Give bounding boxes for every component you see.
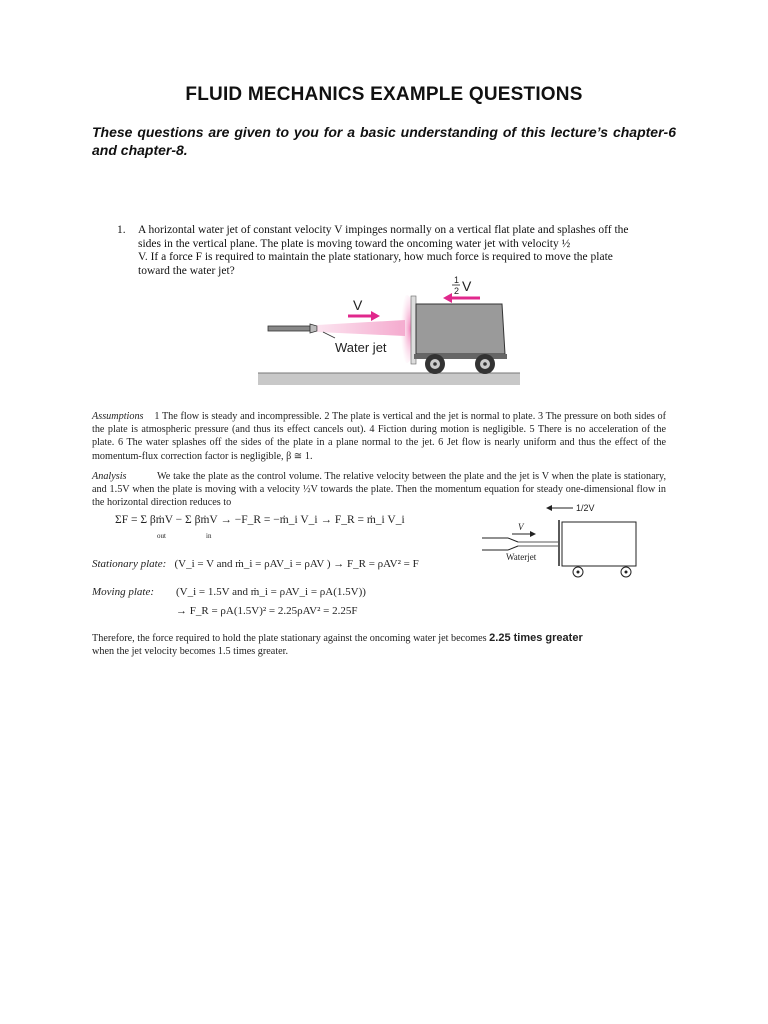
stationary-plate-label: Stationary plate: [92, 558, 167, 570]
schematic-nozzle-taper-bottom [508, 546, 518, 550]
water-jet-label: Water jet [335, 340, 387, 355]
moving-plate-equation-1: (V_i = 1.5V and ṁ_i = ρAV_i = ρA(1.5V)) [176, 586, 366, 598]
ground-strip [258, 373, 520, 385]
schematic-cart-body [562, 522, 636, 566]
cart-body [416, 304, 505, 354]
moving-plate-row [92, 586, 366, 598]
stationary-plate-row [92, 558, 419, 570]
stationary-plate-equation: (V_i = V and ṁ_i = ρAV_i = ρAV ) → F_R = ρAV² = F [174, 558, 419, 570]
water-jet-figure [255, 274, 525, 388]
moving-plate-equation-2: → F_R = ρA(1.5V)² = 2.25ρAV² = 2.25F [176, 605, 358, 617]
question-line-2: sides in the vertical plane. The plate is moving toward the oncoming water jet with velocity ½ [138, 237, 571, 250]
assumptions-paragraph [92, 410, 666, 463]
plate-velocity-frac-num: 1 [454, 275, 460, 285]
question-number: 1. [117, 224, 126, 236]
question-line-4: toward the water jet? [138, 264, 235, 277]
question-text [138, 224, 670, 278]
nozzle-pipe [268, 326, 310, 331]
schematic-jet-label: V [518, 522, 524, 532]
schematic-jet-arrow-head [530, 531, 536, 537]
nozzle-tip [310, 324, 317, 333]
plate-velocity-letter: V [462, 278, 472, 294]
plate-velocity-frac-den: 2 [454, 286, 460, 296]
assumptions-heading: Assumptions [92, 411, 144, 422]
jet-velocity-arrow-head [371, 311, 380, 321]
cart-wheel-right [475, 354, 495, 374]
momentum-equation: ΣF = Σ βṁV − Σ βṁV → −F_R = −ṁ_i V_i → F_R = ṁ_i V_i [115, 514, 405, 526]
sum-subscript-in: in [206, 532, 212, 540]
jet-velocity-label: V [353, 297, 363, 313]
water-jet-leader-line [323, 332, 335, 338]
conclusion-text-before: Therefore, the force required to hold the plate stationary against the oncoming water jet becomes [92, 633, 487, 644]
flat-plate [411, 296, 416, 364]
sum-subscript-out: out [157, 532, 166, 540]
intro-paragraph: These questions are given to you for a basic understanding of this lecture’s chapter-6 and chapter-8. [92, 124, 676, 158]
cart-wheel-left [425, 354, 445, 374]
conclusion-text-after: when the jet velocity becomes 1.5 times greater. [92, 646, 289, 658]
assumptions-text: 1 The flow is steady and incompressible. 2 The plate is vertical and the jet is normal to plate. 3 The pressure on both sides of the plate is atmospheric pressure (and thus its effect cancels out). 4 Fiction during motion is negligible. 5 There is no acceleration of the plate. 6 The water splashes off the sides of the plate in a plane normal to the jet. 6 Jet flow is nearly uniform and thus the effect of the momentum-flux correction factor is negligible, β ≅ 1. [92, 411, 667, 462]
plate-velocity-arrow-head [443, 293, 452, 303]
water-jet-stream [317, 320, 405, 336]
analysis-text: We take the plate as the control volume. The relative velocity between the plate and the jet is V when the plate is stationary, and 1.5V when the plate is moving with a velocity ½V towards the plate. Then the momentum equation for steady one-dimensional flow in the horizontal direction reduces to [92, 471, 666, 509]
schematic-velocity-arrow-head [546, 505, 552, 511]
schematic-wheel-left-hub [577, 571, 580, 574]
conclusion-emphasis: 2.25 times greater [489, 632, 583, 644]
page-title: FLUID MECHANICS EXAMPLE QUESTIONS [185, 84, 583, 105]
schematic-nozzle-taper-top [508, 538, 518, 542]
conclusion-paragraph [92, 632, 666, 658]
schematic-waterjet-label: Waterjet [506, 552, 537, 562]
analysis-heading: Analysis [92, 471, 127, 482]
moving-plate-label: Moving plate: [92, 586, 155, 598]
question-line-1: A horizontal water jet of constant velocity V impinges normally on a vertical flat plate and splashes off the [138, 224, 629, 236]
schematic-velocity-label: 1/2V [576, 503, 595, 513]
schematic-wheel-right-hub [625, 571, 628, 574]
question-line-3: V. If a force F is required to maintain the plate stationary, how much force is required to move the plate [138, 251, 613, 263]
waterjet-schematic-figure [478, 498, 648, 586]
